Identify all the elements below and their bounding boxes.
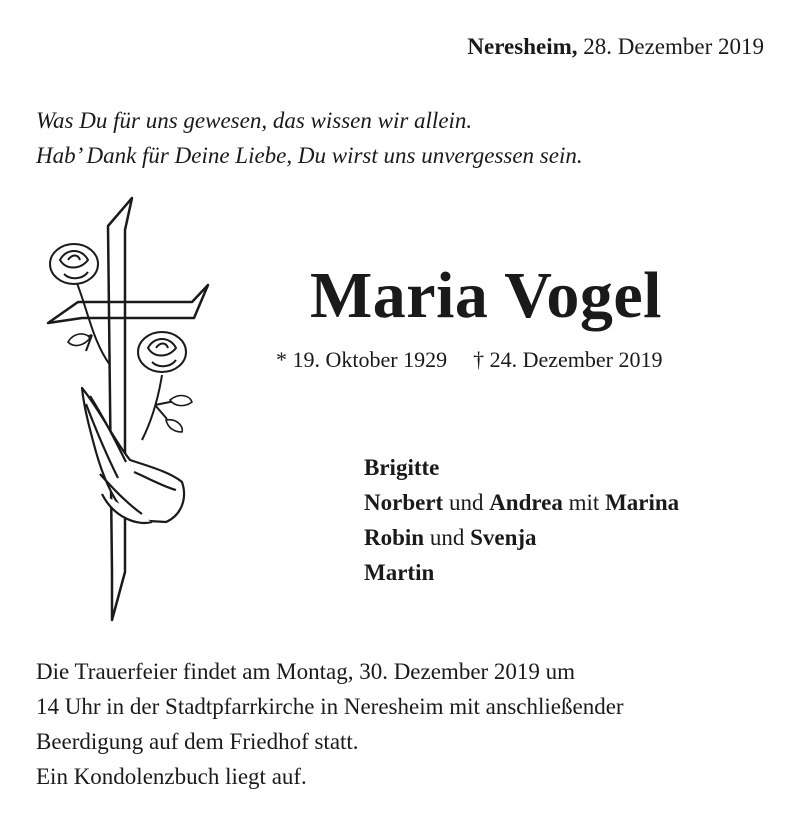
notice-line: Beerdigung auf dem Friedhof statt. [36,729,359,754]
mourner-name: Andrea [489,490,563,515]
deceased-name: Maria Vogel [310,259,662,332]
mourner-name: Svenja [470,525,537,550]
rose-icon [50,244,98,284]
praying-hands-icon [82,388,184,523]
place: Neresheim, [467,34,578,59]
notice-line: Die Trauerfeier findet am Montag, 30. Dezember 2019 um [36,659,576,684]
motto-line: Hab’ Dank für Deine Liebe, Du wirst uns unvergessen sein. [36,143,583,168]
mourner-name: Norbert [364,490,444,515]
connector: mit [562,490,606,515]
place-date [467,34,764,60]
mourner-name: Brigitte [364,455,440,480]
rose-icon [138,332,186,372]
notice-line: 14 Uhr in der Stadtpfarrkirche in Neresheim mit anschließender [36,694,624,719]
notice-date: 28. Dezember 2019 [583,34,764,59]
life-dates [276,347,662,373]
mourner-row [364,450,679,485]
motto-verse [36,103,583,173]
mourner-name: Martin [364,560,435,585]
funeral-notice [36,654,624,794]
death-date: † 24. Dezember 2019 [473,347,663,372]
mourners-list [364,450,679,590]
connector: und [443,490,490,515]
mourner-row [364,485,679,520]
mourner-row [364,520,679,555]
birth-date: * 19. Oktober 1929 [276,347,448,372]
motto-line: Was Du für uns gewesen, das wissen wir allein. [36,108,473,133]
mourner-name: Marina [605,490,680,515]
mourner-name: Robin [364,525,425,550]
cross-roses-praying-hands-icon [30,190,210,630]
mourner-row [364,555,679,590]
connector: und [424,525,471,550]
notice-line: Ein Kondolenzbuch liegt auf. [36,764,307,789]
